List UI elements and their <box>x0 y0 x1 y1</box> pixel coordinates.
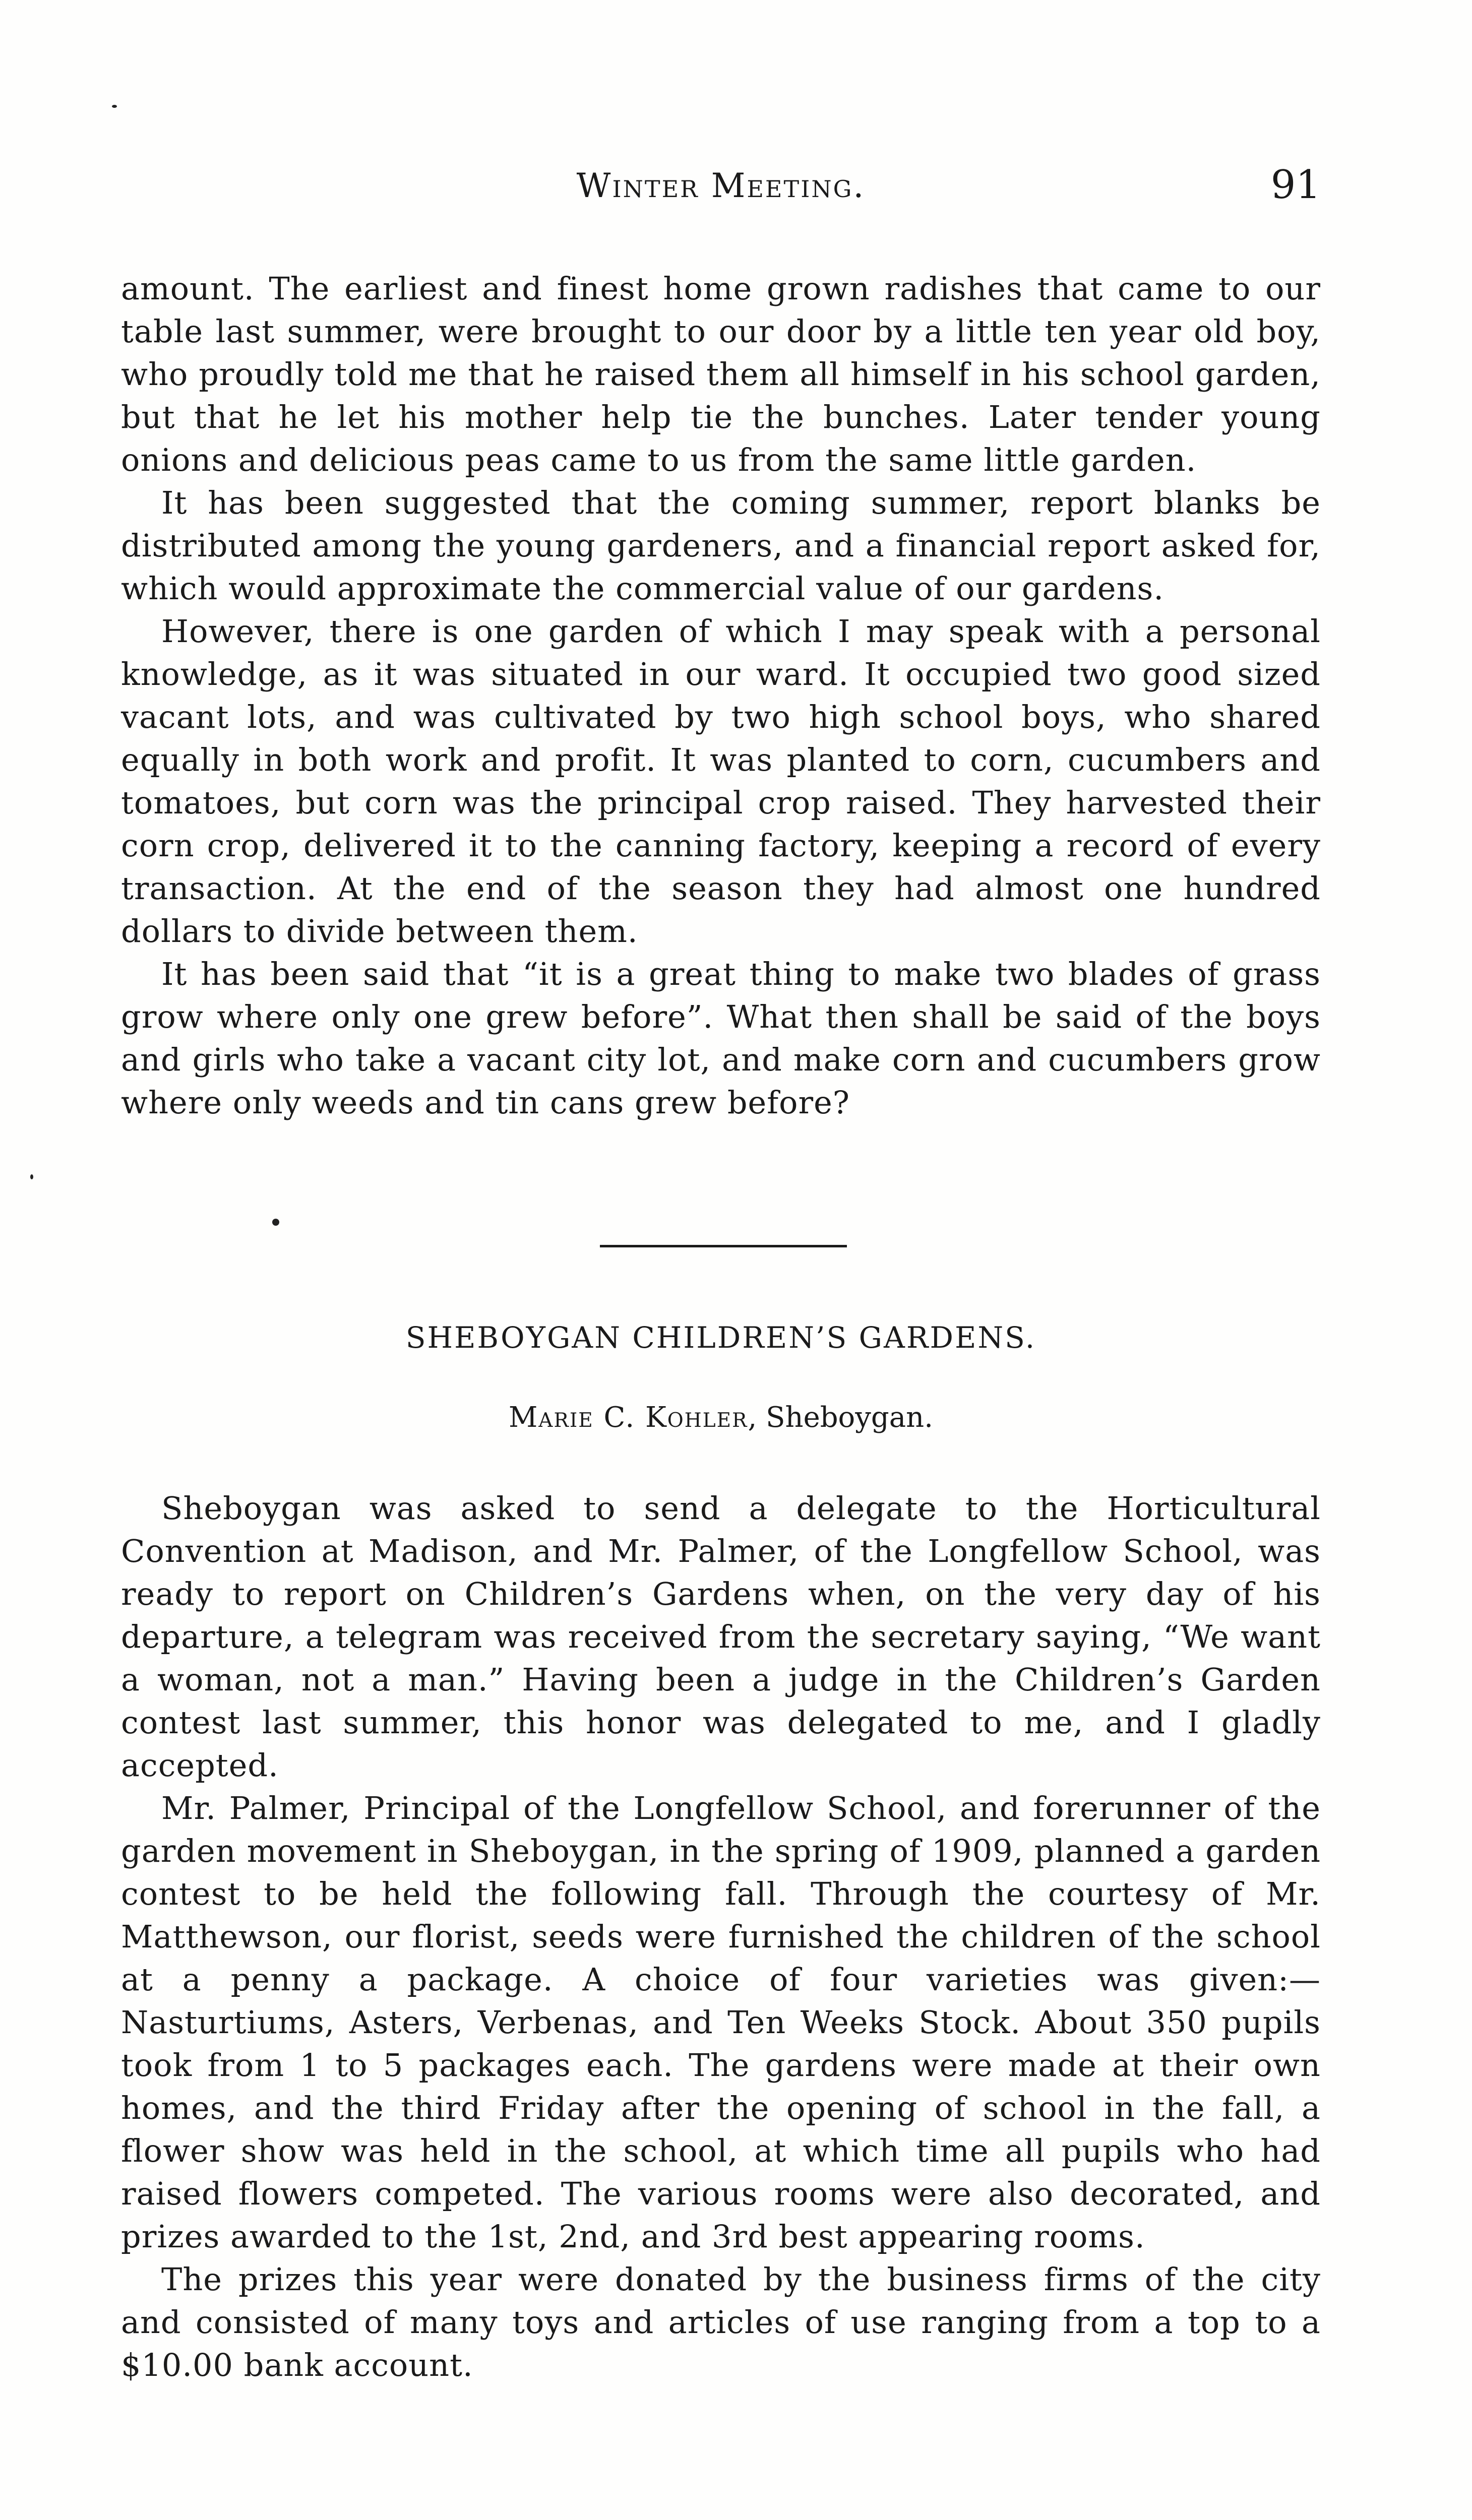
print-speck <box>30 1174 33 1179</box>
paragraph: amount. The earliest and finest home grown radishes that came to our table last summer, were brought to our door by a little ten year old boy, who proudly told me that he raised them all himself in his school garden, but that he let his mother help tie the bunches. Later tender young onions and delicious peas came to us from the same little garden. <box>121 270 1321 478</box>
running-title: Winter Meeting. <box>576 166 866 205</box>
author-name: Marie C. Kohler <box>508 1401 748 1434</box>
print-speck <box>112 105 117 108</box>
byline <box>121 1401 1321 1434</box>
article-body <box>121 1487 1321 2386</box>
paragraph: The prizes this year were donated by the business firms of the city and consisted of many toys and articles of use ranging from a top to a $10.00 bank account. <box>121 2261 1321 2383</box>
paragraph: Sheboygan was asked to send a delegate to the Horticultural Convention at Madison, and Mr. Palmer, of the Longfellow School, was ready to report on Children’s Gardens when, on the very day of his departure, a telegram was received from the secretary saying, “We want a woman, not a man.” Having been a judge in the Children’s Garden contest last summer, this honor was delegated to me, and I gladly accepted. <box>121 1490 1321 1784</box>
section-divider <box>600 1245 847 1247</box>
continued-text <box>121 267 1321 1124</box>
paragraph: It has been suggested that the coming summer, report blanks be distributed among the young gardeners, and a financial report asked for, which would approximate the commercial value of our gardens. <box>121 484 1321 607</box>
running-head <box>121 162 1321 222</box>
print-speck <box>272 1219 279 1226</box>
article-title: SHEBOYGAN CHILDREN’S GARDENS. <box>405 1320 1036 1355</box>
paragraph: It has been said that “it is a great thing to make two blades of grass grow where only one grew before”. What then shall be said of the boys and girls who take a vacant city lot, and make corn and cucumbers grow where only weeds and tin cans grew before? <box>121 956 1321 1121</box>
author-location: , Sheboygan. <box>748 1401 934 1434</box>
page-number: 91 <box>1270 162 1321 208</box>
paragraph: Mr. Palmer, Principal of the Longfellow School, and forerunner of the garden movement in Sheboygan, in the spring of 1909, planned a garden contest to be held the following fall. Through the courtesy of Mr. Matthewson, our florist, seeds were furnished the children of the school at a penny a package. A choice of four varieties was given:—Nasturtiums, Asters, Verbenas, and Ten Weeks Stock. About 350 pupils took from 1 to 5 packages each. The gardens were made at their own homes, and the third Friday after the opening of school in the fall, a flower show was held in the school, at which time all pupils who had raised flowers competed. The various rooms were also decorated, and prizes awarded to the 1st, 2nd, and 3rd best appearing rooms. <box>121 1790 1321 2255</box>
paragraph: However, there is one garden of which I may speak with a personal knowledge, as it was situated in our ward. It occupied two good sized vacant lots, and was cultivated by two high school boys, who shared equally in both work and profit. It was planted to corn, cucumbers and tomatoes, but corn was the principal crop raised. They harvested their corn crop, delivered it to the canning factory, keeping a record of every transaction. At the end of the season they had almost one hundred dollars to divide between them. <box>121 613 1321 950</box>
